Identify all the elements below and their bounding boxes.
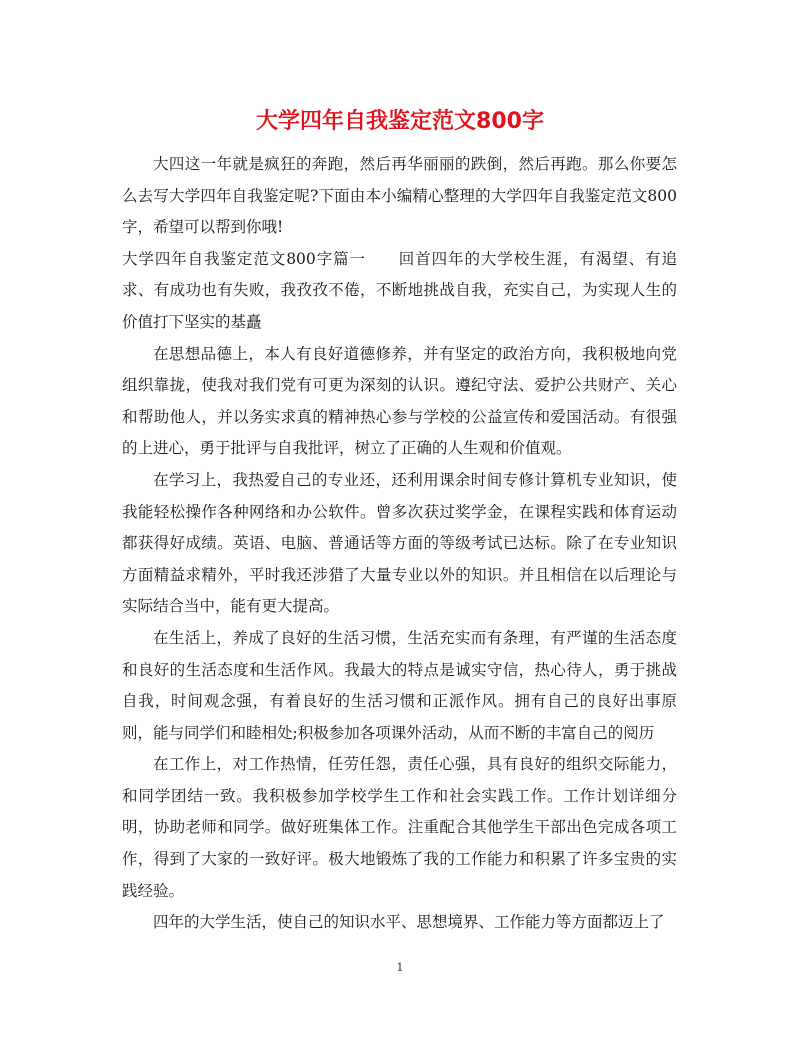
paragraph-summary: 四年的大学生活，使自己的知识水平、思想境界、工作能力等方面都迈上了 <box>153 913 665 932</box>
paragraph-life: 在生活上，养成了良好的生活习惯，生活充实而有条理，有严谨的生活态度和良好的生活态度和生活作风。我最大的特点是诚实守信，热心待人，勇于挑战自我，时间观念强，有着良好的生活习惯和正派作风。拥有自己的良好出事原则，能与同学们和睦相处;积极参加各项课外活动，从而不断的丰富自己的阅历 <box>122 628 677 742</box>
document-title: 大学四年自我鉴定范文800字 <box>256 109 544 134</box>
paragraph-section-heading: 大学四年自我鉴定范文800字篇一 回首四年的大学校生涯，有渴望、有追求、有成功也有失败，我孜孜不倦，不断地挑战自我，充实自己，为实现人生的价值打下坚实的基矗 <box>122 249 677 331</box>
paragraph-study: 在学习上，我热爱自己的专业还，还利用课余时间专修计算机专业知识，使我能轻松操作各种网络和办公软件。曾多次获过奖学金，在课程实践和体育运动都获得好成绩。英语、电脑、普通话等方面的等级考试已达标。除了在专业知识方面精益求精外，平时我还涉猎了大量专业以外的知识。并且相信在以后理论与实际结合当中，能有更大提高。 <box>122 470 677 616</box>
page-number: 1 <box>396 961 404 974</box>
paragraph-work: 在工作上，对工作热情，任劳任怨，责任心强，具有良好的组织交际能力，和同学团结一致。我积极参加学校学生工作和社会实践工作。工作计划详细分明，协助老师和同学。做好班集体工作。注重配合其他学生干部出色完成各项工作，得到了大家的一致好评。极大地锻炼了我的工作能力和积累了许多宝贵的实践经验。 <box>122 755 677 900</box>
paragraph-ideology: 在思想品德上，本人有良好道德修养，并有坚定的政治方向，我积极地向党组织靠拢，使我对我们党有可更为深刻的认识。遵纪守法、爱护公共财产、关心和帮助他人，并以务实求真的精神热心参与学校的公益宣传和爱国活动。有很强的上进心，勇于批评与自我批评，树立了正确的人生观和价值观。 <box>122 344 677 458</box>
paragraph-intro: 大四这一年就是疯狂的奔跑，然后再华丽丽的跌倒，然后再跑。那么你要怎么去写大学四年自我鉴定呢?下面由本小编精心整理的大学四年自我鉴定范文800字，希望可以帮到你哦! <box>122 155 677 237</box>
document-body <box>122 149 677 939</box>
